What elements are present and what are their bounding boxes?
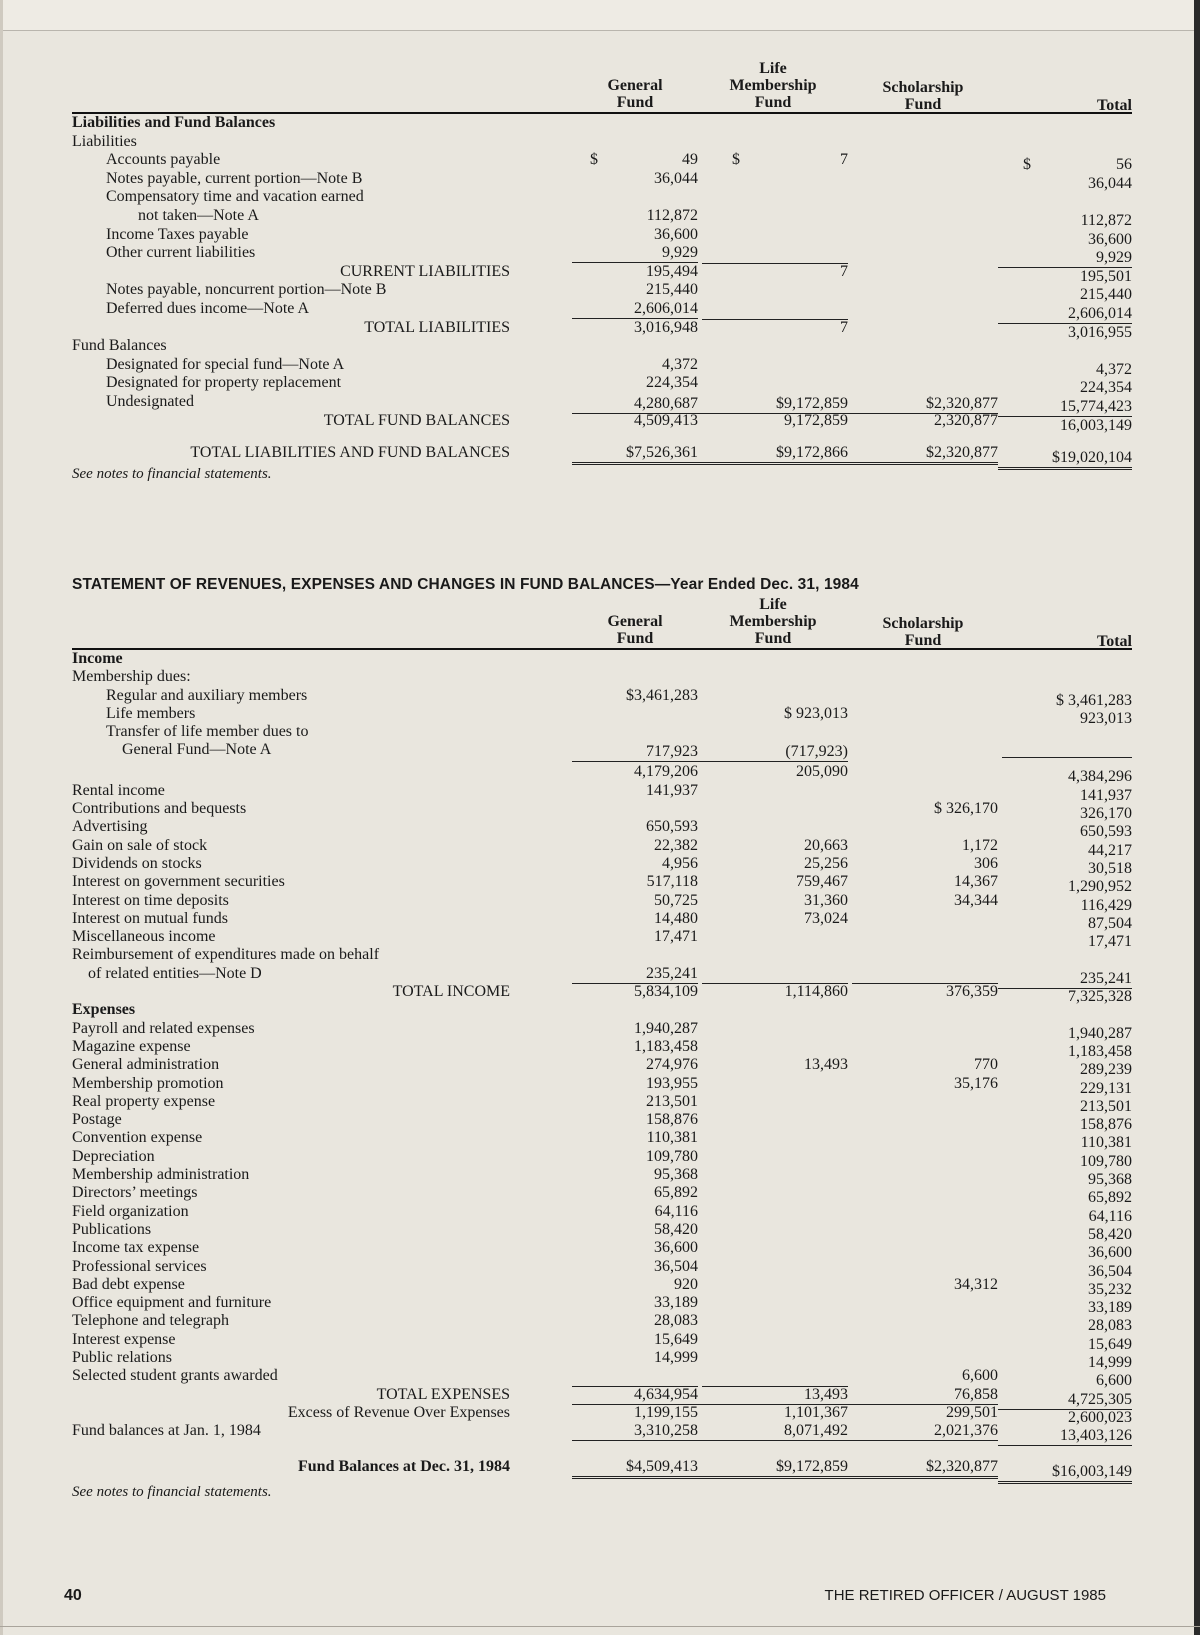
row-label: Advertising [72,818,148,836]
income-row [72,781,1132,804]
expense-row [72,1166,1132,1189]
row-special-fund: Designated for special fund—Note A 4,372 4,372 [106,355,1132,378]
col-scholarship: Scholarship Fund [882,79,964,113]
cell-value: 15,649 [1088,1335,1132,1353]
cell-value: 95,368 [1088,1171,1132,1189]
cell-value: 14,999 [1088,1353,1132,1371]
cell-value: 65,892 [654,1184,698,1202]
row-reimbursement: Reimbursement of expenditures made on behalf [72,946,380,964]
cell-value: 65,892 [1088,1189,1132,1207]
expense-row [72,1184,1132,1207]
cell-value: 17,471 [654,928,698,946]
expense-row [72,1111,1132,1134]
cell-value: 44,217 [1088,841,1132,859]
cell-value: 650,593 [1080,823,1132,841]
balance-sheet [72,48,1132,483]
expense-row [72,1239,1132,1262]
expense-row [72,1257,1132,1280]
col-total: Total [1097,97,1132,114]
cell-value: $ 326,170 [934,800,998,818]
expense-row [72,1056,1132,1079]
cell-value: 1,940,287 [1068,1024,1132,1042]
expense-row [72,1147,1132,1170]
cell-value: 116,429 [1080,896,1132,914]
cell-value: 14,999 [654,1348,698,1366]
row-deferred-dues: Deferred dues income—Note A 2,606,014 2,606,014 [106,299,1132,322]
income-row [72,818,1132,841]
cell-value: 326,170 [1080,805,1132,823]
expense-row [72,1129,1132,1152]
income-row [72,836,1132,859]
cell-value: 770 [974,1056,998,1074]
balance-column-headers [72,48,1132,114]
expense-row [72,1092,1132,1115]
row-label: Postage [72,1111,122,1129]
cell-value: 64,116 [1088,1207,1132,1225]
cell-value: 229,131 [1080,1079,1132,1097]
income-row [72,928,1132,951]
cell-value: 31,360 [804,891,848,909]
page-top-rule [0,30,1200,31]
cell-value: 1,940,287 [634,1019,698,1037]
row-total-income: TOTAL INCOME 5,834,109 1,114,860 376,359 7,325,328 [392,983,1132,1006]
cell-value: 213,501 [1080,1097,1132,1115]
col-general: General Fund [607,613,663,647]
row-income-taxes: Income Taxes payable 36,600 36,600 [106,225,1132,248]
page-left-edge [0,0,3,1635]
row-comp-time: Compensatory time and vacation earned [106,188,364,206]
cell-value: 13,493 [804,1056,848,1074]
row-comp-time-cont: not taken—Note A 112,872 112,872 [138,206,1132,229]
cell-value: 158,876 [1080,1116,1132,1134]
expense-row [72,1294,1132,1317]
row-label: Magazine expense [72,1037,191,1055]
row-property-replacement: Designated for property replacement 224,354 224,354 [106,374,1132,397]
cell-value: 34,344 [954,891,998,909]
row-label: Dividends on stocks [72,854,202,872]
cell-value: 15,649 [654,1330,698,1348]
cell-value: 35,176 [954,1074,998,1092]
cell-value: 34,312 [954,1275,998,1293]
row-label: Directors’ meetings [72,1184,198,1202]
row-notes-noncurrent: Notes payable, noncurrent portion—Note B 215,440 215,440 [106,281,1132,304]
balance-note: See notes to financial statements. [72,465,272,482]
cell-value: 274,976 [646,1056,698,1074]
row-label: Public relations [72,1348,172,1366]
cell-value: 33,189 [1088,1299,1132,1317]
cell-value: 87,504 [1088,914,1132,932]
cell-value: 306 [974,854,998,872]
row-total-liabilities-fund-balances: TOTAL LIABILITIES AND FUND BALANCES $7,526,361 $9,172,866 $2,320,877 $19,020,104 [72,444,1132,463]
cell-value: 28,083 [1088,1317,1132,1335]
row-excess-revenue: Excess of Revenue Over Expenses 1,199,155 1,101,367 299,501 2,600,023 [287,1403,1132,1426]
expense-row [72,1019,1132,1042]
cell-value: 20,663 [804,836,848,854]
row-label: Regular and auxiliary members [106,686,308,704]
expense-row [72,1037,1132,1060]
row-reimbursement-cont: of related entities—Note D 235,241 235,241 [88,964,1132,987]
income-row [72,873,1132,896]
expense-row [72,1202,1132,1225]
subsection-fund-balances: Fund Balances [72,337,167,355]
revenue-column-headers [72,596,1132,650]
row-label: Membership administration [72,1166,250,1184]
cell-value: 4,956 [662,854,698,872]
page-top-band [0,0,1200,30]
row-total-expenses: TOTAL EXPENSES 4,634,954 13,493 76,858 4,725,305 [376,1385,1132,1408]
row-label: Income tax expense [72,1239,200,1257]
cell-value: 923,013 [1080,709,1132,727]
col-scholarship: Scholarship Fund [882,615,964,649]
cell-value: 289,239 [1080,1061,1132,1079]
cell-value: 6,600 [1096,1372,1132,1390]
row-total-liabilities: TOTAL LIABILITIES 3,016,948 7 3,016,955 [364,318,1132,341]
expense-row [72,1330,1132,1353]
row-label: Contributions and bequests [72,800,247,818]
cell-value: $ 3,461,283 [1056,691,1132,709]
cell-value: $3,461,283 [626,686,698,704]
expense-row [72,1348,1132,1371]
row-label: Depreciation [72,1147,155,1165]
cell-value: 920 [674,1275,698,1293]
cell-value: 158,876 [646,1111,698,1129]
cell-value: 110,381 [646,1129,698,1147]
income-row [72,800,1132,823]
cell-value: 17,471 [1088,933,1132,951]
cell-value: 759,467 [796,873,848,891]
section-heading: Liabilities and Fund Balances [72,114,276,131]
expense-row [72,1367,1132,1390]
expense-row [72,1312,1132,1335]
cell-value: 14,367 [954,873,998,891]
row-label: Convention expense [72,1129,203,1147]
row-label: Interest on time deposits [72,891,229,909]
row-label: Gain on sale of stock [72,836,208,854]
cell-value: 14,480 [654,909,698,927]
dues-row [72,704,1132,727]
row-label: Office equipment and furniture [72,1294,272,1312]
cell-value: 1,183,458 [1068,1042,1132,1060]
row-other-current: Other current liabilities 9,929 9,929 [106,244,1132,267]
row-label: Life members [106,704,196,722]
row-current-liabilities: CURRENT LIABILITIES 195,494 7 195,501 [340,262,1132,285]
revenue-statement [72,576,1132,1501]
cell-value: 36,600 [1088,1244,1132,1262]
cell-value: 650,593 [646,818,698,836]
row-label: Real property expense [72,1092,216,1110]
dues-row [72,686,1132,709]
row-label: Selected student grants awarded [72,1367,278,1385]
cell-value: 35,232 [1088,1280,1132,1298]
cell-value: 141,937 [1080,786,1132,804]
cell-value: 30,518 [1088,859,1132,877]
cell-value: 517,118 [646,873,698,891]
cell-value: 1,172 [962,836,998,854]
col-general: General Fund [607,77,663,111]
row-label: Membership promotion [72,1074,224,1092]
cell-value: 33,189 [654,1294,698,1312]
cell-value: 193,955 [646,1074,698,1092]
cell-value: 36,600 [654,1239,698,1257]
row-label: Publications [72,1220,152,1238]
col-life-membership: Life Membership Fund [729,60,817,111]
cell-value: 25,256 [804,854,848,872]
cell-value: 36,504 [1088,1262,1132,1280]
expense-row [72,1220,1132,1243]
cell-value: $ 923,013 [784,704,848,722]
expense-row [72,1275,1132,1298]
cell-value: 6,600 [962,1367,998,1385]
cell-value: 28,083 [654,1312,698,1330]
cell-value: 36,504 [654,1257,698,1275]
cell-value: 73,024 [804,909,848,927]
cell-value: 141,937 [646,781,698,799]
cell-value: 50,725 [654,891,698,909]
cell-value: 213,501 [646,1092,698,1110]
page-number: 40 [64,1587,82,1604]
row-label: Interest expense [72,1330,176,1348]
row-transfer: Transfer of life member dues to [106,723,309,741]
row-label: Telephone and telegraph [72,1312,230,1330]
cell-value: 22,382 [654,836,698,854]
cell-value: 95,368 [654,1166,698,1184]
row-undesignated: Undesignated 4,280,687 $9,172,859 $2,320,877 15,774,423 [106,392,1132,415]
expense-row [72,1074,1132,1097]
cell-value: 110,381 [1080,1134,1132,1152]
section-income: Income [72,650,123,667]
cell-value: 1,290,952 [1068,878,1132,896]
page-bottom-rule [0,1626,1200,1627]
cell-value: 58,420 [1088,1225,1132,1243]
row-accounts-payable: Accounts payable $ 49 $ 7 $ 56 [106,151,1132,174]
income-row [72,854,1132,877]
row-notes-current: Notes payable, current portion—Note B 36,044 36,044 [106,169,1132,192]
row-dues-subtotal: 4,179,206 205,090 4,384,296 [634,763,1132,786]
row-label: Interest on government securities [72,873,285,891]
row-transfer-cont: General Fund—Note A 717,923 (717,923) [72,741,1132,763]
row-label: Bad debt expense [72,1275,185,1293]
col-life-membership: Life Membership Fund [729,596,817,647]
statement-title: STATEMENT OF REVENUES, EXPENSES AND CHANGES IN FUND BALANCES—Year Ended Dec. 31, 1984 [72,576,859,593]
row-label: Payroll and related expenses [72,1019,255,1037]
row-total-fund-balances: TOTAL FUND BALANCES 4,509,413 9,172,859 2,320,877 16,003,149 [323,411,1132,434]
row-label: Interest on mutual funds [72,909,228,927]
subsection-liabilities: Liabilities [72,132,137,150]
cell-value: 109,780 [1080,1152,1132,1170]
row-membership-dues: Membership dues: [72,668,191,686]
row-fund-balances-dec: Fund Balances at Dec. 31, 1984 $4,509,413 $9,172,859 $2,320,877 $16,003,149 [72,1458,1132,1476]
publication-footer: THE RETIRED OFFICER / AUGUST 1985 [824,1587,1106,1604]
cell-value: 109,780 [646,1147,698,1165]
page-right-edge [1194,0,1200,1635]
cell-value: 58,420 [654,1220,698,1238]
cell-value: 64,116 [654,1202,698,1220]
income-row [72,891,1132,914]
row-label: General administration [72,1056,220,1074]
income-row [72,909,1132,932]
col-total: Total [1097,633,1132,650]
cell-value: 1,183,458 [634,1037,698,1055]
row-label: Miscellaneous income [72,928,216,946]
row-label: Professional services [72,1257,207,1275]
section-expenses: Expenses [72,1001,136,1019]
row-label: Field organization [72,1202,189,1220]
revenue-note: See notes to financial statements. [72,1483,272,1500]
row-label: Rental income [72,781,165,799]
row-fund-balances-jan: Fund balances at Jan. 1, 1984 3,310,258 8,071,492 2,021,376 13,403,126 [72,1422,1132,1445]
